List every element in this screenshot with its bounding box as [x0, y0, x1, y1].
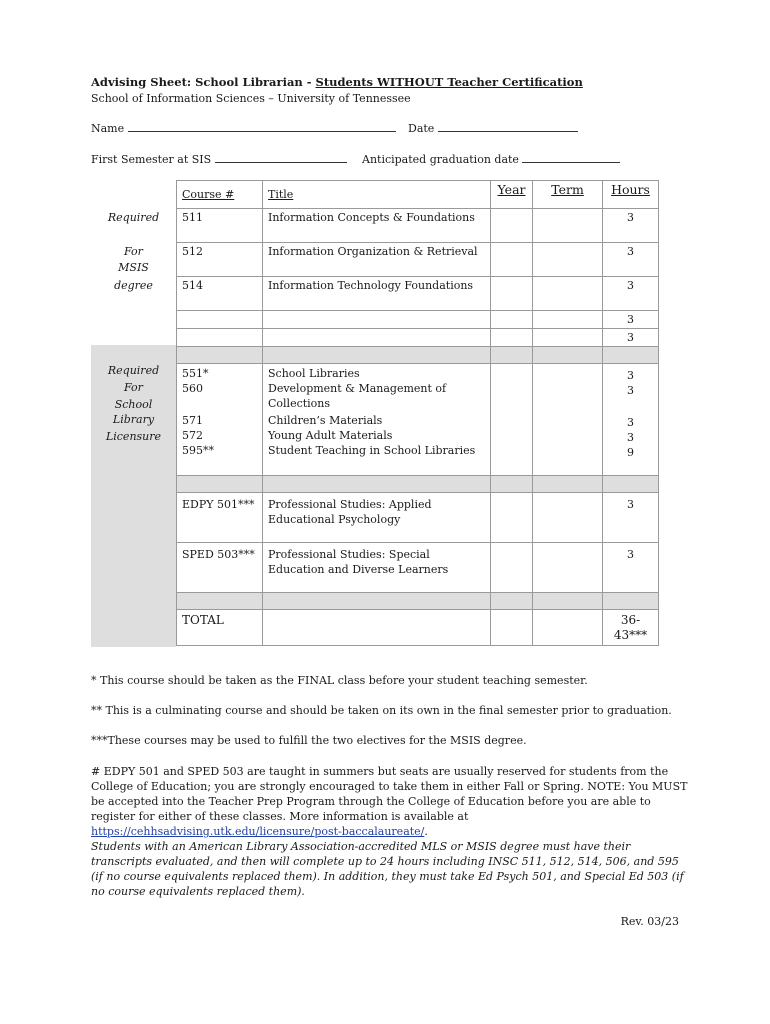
- graduation-blank[interactable]: [522, 152, 620, 163]
- term-cell[interactable]: [533, 243, 603, 277]
- title-cell[interactable]: [263, 311, 491, 329]
- graduation-field: [362, 152, 620, 166]
- year-cell[interactable]: [491, 493, 533, 543]
- hours-cell: 3: [627, 416, 634, 429]
- title-cell: Student Teaching in School Libraries: [268, 444, 476, 457]
- course-cell: 512: [177, 243, 263, 277]
- hours-cell: 3: [603, 277, 659, 311]
- term-cell[interactable]: [533, 209, 603, 243]
- title-cell: Professional Studies: Special Education and Diverse Learners: [263, 543, 491, 593]
- date-label: Date: [408, 122, 435, 135]
- year-cell[interactable]: [491, 364, 533, 476]
- year-cell[interactable]: [491, 209, 533, 243]
- hours-cell: 3: [603, 243, 659, 277]
- title-cell: Information Organization & Retrieval: [263, 243, 491, 277]
- hours-cell: 9: [627, 446, 634, 459]
- hours-cell: 3: [603, 329, 659, 347]
- side-lic-5: Licensure: [105, 430, 162, 443]
- course-cell: 511: [177, 209, 263, 243]
- side-lic-3: School: [114, 398, 153, 411]
- side-for-msis-2: MSIS: [118, 261, 149, 274]
- course-cell[interactable]: [177, 311, 263, 329]
- course-cell: 595**: [182, 444, 214, 457]
- note-summer-courses: [91, 764, 691, 839]
- table-row: [177, 277, 659, 311]
- graduation-label: Anticipated graduation date: [362, 153, 519, 166]
- separator-row: [177, 476, 659, 493]
- hours-cell: 3: [603, 209, 659, 243]
- total-label: TOTAL: [177, 610, 263, 646]
- header-term: Term: [551, 182, 584, 197]
- note-accredited-degree: Students with an American Library Association-accredited MLS or MSIS degree must have their transcripts evaluated, and then will complete up to 24 hours including INSC 511, 512, 514, 506, and 595 (if no course equivalents replaced them). In addition, they must take Ed Psych 501, and Special Ed 503 (if no course equivalents replaced them).: [91, 840, 684, 898]
- table-row: [177, 209, 659, 243]
- name-blank[interactable]: [128, 121, 396, 132]
- note-summer-text: # EDPY 501 and SPED 503 are taught in summers but seats are usually reserved for students from the College of Education; you are strongly encouraged to take them in either Fall or Spring. NOTE: You MUST be accepted into the Teacher Prep Program through the College of Education before you are able to register for either of these classes. More information is available at: [91, 765, 688, 823]
- title-cell: Information Technology Foundations: [263, 277, 491, 311]
- hours-cell: 3: [603, 493, 659, 543]
- title-prefix: Advising Sheet: School Librarian -: [91, 75, 316, 89]
- licensure-block-row: [177, 364, 659, 476]
- term-cell[interactable]: [533, 364, 603, 476]
- hours-cell: 3: [627, 384, 634, 397]
- course-cell: EDPY 501***: [177, 493, 263, 543]
- side-for-msis-1: For: [124, 245, 143, 258]
- document-subtitle: School of Information Sciences – University of Tennessee: [91, 92, 411, 105]
- term-cell[interactable]: [533, 493, 603, 543]
- table-row: [177, 243, 659, 277]
- course-cell: 514: [177, 277, 263, 311]
- total-hours: 36- 43***: [603, 610, 659, 646]
- course-cell[interactable]: [177, 329, 263, 347]
- side-for-msis-3: degree: [114, 279, 153, 292]
- table-row: [177, 493, 659, 543]
- table-header-row: [177, 181, 659, 209]
- first-semester-field: [91, 152, 347, 166]
- document-title: [91, 75, 583, 89]
- term-cell[interactable]: [533, 329, 603, 347]
- course-cell: 571: [182, 414, 203, 427]
- title-cell: School Libraries: [268, 367, 360, 380]
- title-cell: Development & Management of Collections: [268, 382, 447, 410]
- name-field: [91, 121, 396, 135]
- note-final-class: * This course should be taken as the FINAL class before your student teaching semester.: [91, 674, 588, 687]
- title-emphasis: Students WITHOUT Teacher Certification: [315, 75, 583, 89]
- separator-row: [177, 593, 659, 610]
- header-hours: Hours: [611, 182, 650, 197]
- header-title: Title: [268, 188, 294, 201]
- table-row: [177, 329, 659, 347]
- hours-cell: 3: [603, 543, 659, 593]
- side-lic-1: Required: [107, 364, 160, 377]
- year-cell[interactable]: [491, 277, 533, 311]
- term-cell[interactable]: [533, 543, 603, 593]
- licensure-link[interactable]: https://cehhsadvising.utk.edu/licensure/post-baccalaureate/: [91, 825, 425, 838]
- first-semester-label: First Semester at SIS: [91, 153, 212, 166]
- term-cell[interactable]: [533, 311, 603, 329]
- hours-cell: 3: [627, 431, 634, 444]
- title-cell: Information Concepts & Foundations: [263, 209, 491, 243]
- year-cell[interactable]: [491, 243, 533, 277]
- separator-row: [177, 347, 659, 364]
- date-blank[interactable]: [438, 121, 578, 132]
- date-field: [408, 121, 578, 135]
- header-course: Course #: [182, 188, 235, 201]
- note-electives: ***These courses may be used to fulfill the two electives for the MSIS degree.: [91, 734, 527, 747]
- year-cell[interactable]: [491, 311, 533, 329]
- header-year: Year: [497, 182, 526, 197]
- hours-cell: 3: [603, 311, 659, 329]
- note-summer-end: .: [424, 825, 428, 838]
- name-label: Name: [91, 122, 125, 135]
- course-table: [176, 180, 659, 646]
- revision-date: Rev. 03/23: [620, 915, 679, 928]
- title-cell: Professional Studies: Applied Educational Psychology: [263, 493, 491, 543]
- hours-cell: 3: [627, 369, 634, 382]
- term-cell[interactable]: [533, 277, 603, 311]
- year-cell[interactable]: [491, 329, 533, 347]
- note-culminating: ** This is a culminating course and should be taken on its own in the final semester prior to graduation.: [91, 704, 672, 717]
- course-cell: 551*: [182, 367, 209, 380]
- course-cell: 572: [182, 429, 203, 442]
- first-semester-blank[interactable]: [215, 152, 347, 163]
- side-lic-4: Library: [112, 413, 155, 426]
- course-cell: 560: [182, 382, 203, 395]
- course-cell: SPED 503***: [177, 543, 263, 593]
- title-cell: Young Adult Materials: [268, 429, 393, 442]
- table-row: [177, 543, 659, 593]
- year-cell[interactable]: [491, 543, 533, 593]
- title-cell: Children’s Materials: [268, 414, 383, 427]
- total-row: [177, 610, 659, 646]
- title-cell[interactable]: [263, 329, 491, 347]
- side-required: Required: [107, 211, 160, 224]
- table-row: [177, 311, 659, 329]
- side-lic-2: For: [124, 381, 143, 394]
